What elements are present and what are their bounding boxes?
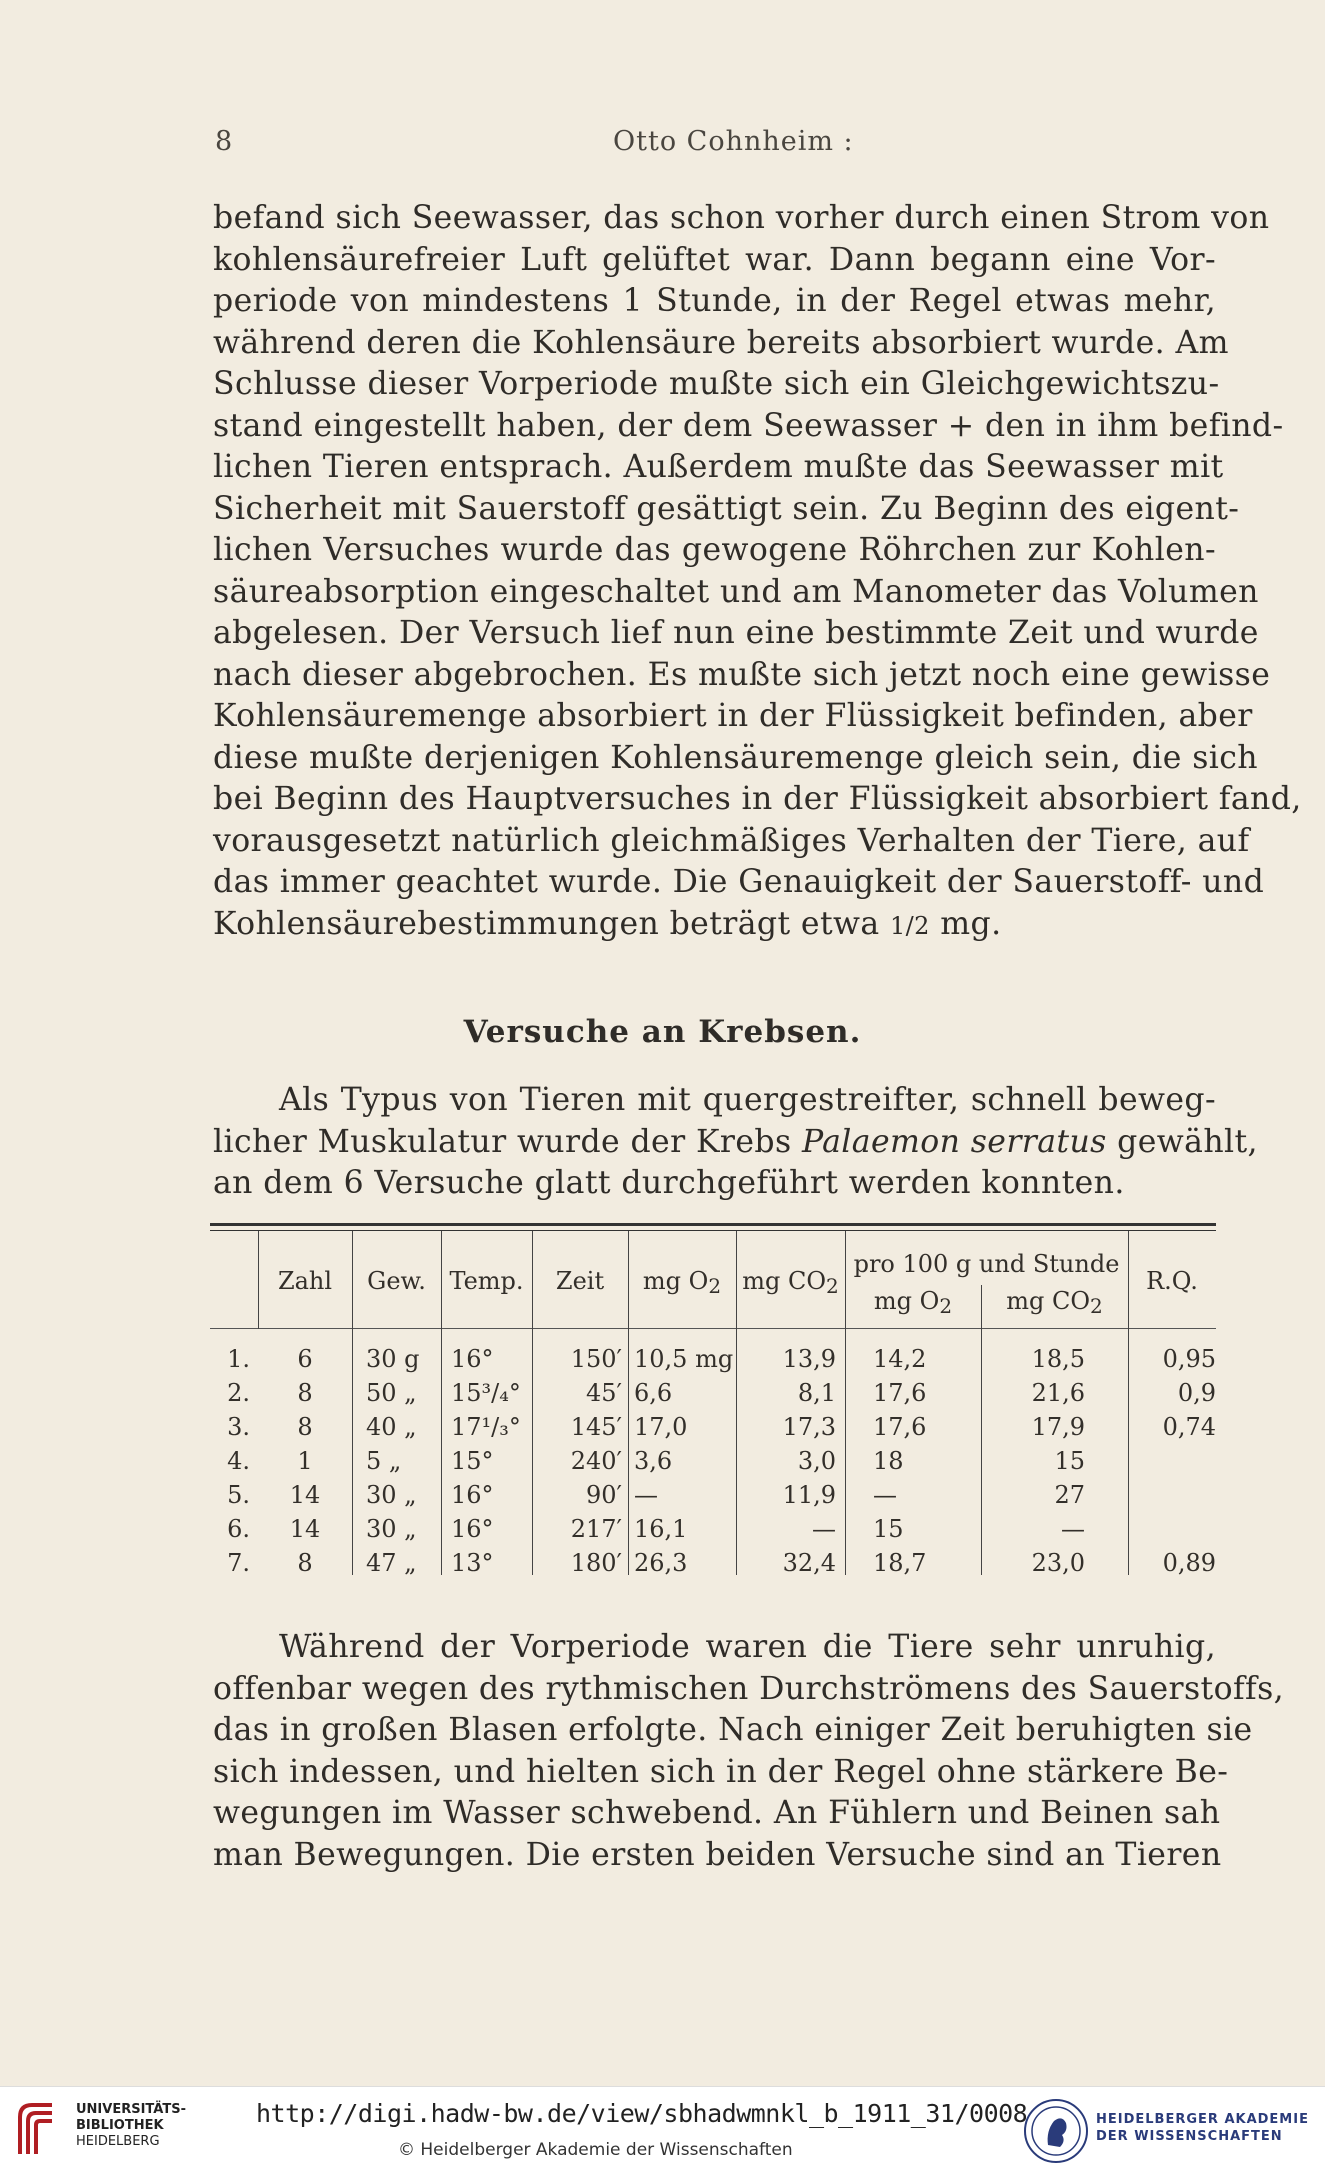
subscript: 2	[939, 1294, 953, 1318]
header-mg-o2	[628, 1267, 736, 1298]
text-line: Schlusse dieser Vorperiode mußte sich ein Gleichgewichtszu-	[213, 366, 1220, 402]
table-cell-temp: 15³/₄°	[451, 1379, 521, 1407]
text-run: licher Muskulatur wurde der Krebs	[213, 1123, 792, 1160]
table-cell-rq: 0,95	[1162, 1345, 1216, 1373]
table-cell-zahl: 8	[297, 1379, 313, 1407]
paragraph-3	[213, 1627, 1285, 1876]
column-divider	[441, 1329, 442, 1575]
subscript: 2	[826, 1274, 839, 1298]
academy-name	[1096, 2111, 1309, 2145]
library-name	[76, 2102, 186, 2150]
header-group: pro 100 g und Stunde	[853, 1250, 1120, 1278]
table-cell-po2: 17,6	[873, 1379, 927, 1407]
header-zahl: Zahl	[277, 1267, 333, 1295]
table-cell-zeit: 217′	[570, 1515, 622, 1543]
text-line: das in großen Blasen erfolgte. Nach einiger Zeit beruhigten sie	[213, 1712, 1253, 1748]
header-gew: Gew.	[367, 1267, 426, 1295]
library-line: UNIVERSITÄTS-	[76, 2102, 186, 2117]
header-mg-o2-text: mg O	[642, 1267, 709, 1295]
table-cell-po2: 14,2	[873, 1345, 927, 1373]
fraction-half: 1/2	[890, 911, 930, 940]
paragraph-2	[213, 1080, 1258, 1205]
table-cell-nr: 1.	[227, 1345, 250, 1373]
text-line: lichen Tieren entsprach. Außerdem mußte das Seewasser mit	[213, 449, 1224, 485]
text-line: bei Beginn des Hauptversuches in der Flüssigkeit absorbiert fand,	[213, 781, 1302, 817]
column-divider	[352, 1329, 353, 1575]
table-cell-temp: 17¹/₃°	[451, 1413, 521, 1441]
table-cell-po2: 17,6	[873, 1413, 927, 1441]
table-cell-po2: —	[873, 1481, 897, 1509]
table-cell-gew: 50 „	[366, 1379, 417, 1407]
table-cell-gew: 30 g	[366, 1345, 420, 1373]
source-url-link[interactable]: http://digi.hadw-bw.de/view/sbhadwmnkl_b_1911_31/0008	[256, 2099, 1028, 2128]
table-cell-co2: 8,1	[797, 1379, 836, 1407]
text-line: Als Typus von Tieren mit quergestreifter, schnell beweg-	[279, 1082, 1216, 1118]
table-cell-co2: —	[812, 1515, 836, 1543]
table-cell-co2: 11,9	[782, 1481, 836, 1509]
table-cell-gew: 40 „	[366, 1413, 417, 1441]
academy-line: DER WISSENSCHAFTEN	[1096, 2129, 1283, 2144]
text-line: man Bewegungen. Die ersten beiden Versuche sind an Tieren	[213, 1836, 1222, 1873]
table-cell-pco2: 18,5	[1031, 1345, 1085, 1373]
text-line: wegungen im Wasser schwebend. An Fühlern und Beinen sah	[213, 1795, 1221, 1831]
section-heading: Versuche an Krebsen.	[463, 1014, 862, 1050]
table-cell-zahl: 14	[289, 1481, 321, 1509]
text-line: das immer geachtet wurde. Die Genauigkeit der Sauerstoff- und	[213, 864, 1265, 900]
running-title: Otto Cohnheim :	[613, 126, 854, 157]
table-cell-zeit: 145′	[570, 1413, 622, 1441]
academy-line: HEIDELBERGER AKADEMIE	[1096, 2112, 1309, 2127]
table-cell-zeit: 45′	[586, 1379, 622, 1407]
table-cell-pco2: 23,0	[1031, 1549, 1085, 1577]
table-cell-nr: 5.	[227, 1481, 250, 1509]
table-cell-temp: 16°	[451, 1515, 494, 1543]
academy-seal-icon	[1024, 2099, 1088, 2163]
text-line: periode von mindestens 1 Stunde, in der Regel etwas mehr,	[213, 283, 1216, 319]
text-line: lichen Versuches wurde das gewogene Röhrchen zur Kohlen-	[213, 532, 1216, 568]
table-cell-zeit: 150′	[570, 1345, 622, 1373]
text-line: abgelesen. Der Versuch lief nun eine bestimmte Zeit und wurde	[213, 615, 1259, 651]
table-cell-co2: 13,9	[782, 1345, 836, 1373]
table-top-rule-thin	[210, 1230, 1216, 1231]
text-line: während deren die Kohlensäure bereits absorbiert wurde. Am	[213, 324, 1229, 361]
table-cell-co2: 3,0	[797, 1447, 836, 1475]
text-line: säureabsorption eingeschaltet und am Manometer das Volumen	[213, 573, 1259, 610]
table-cell-nr: 7.	[227, 1549, 250, 1577]
table-cell-nr: 2.	[227, 1379, 250, 1407]
library-line: BIBLIOTHEK	[76, 2118, 164, 2133]
column-divider	[845, 1329, 846, 1575]
table-cell-gew: 30 „	[366, 1481, 417, 1509]
text-line	[213, 1122, 1258, 1164]
text-line: befand sich Seewasser, das schon vorher durch einen Strom von	[213, 200, 1270, 236]
table-cell-po2: 18,7	[873, 1549, 927, 1577]
table-cell-co2: 32,4	[782, 1549, 836, 1577]
table-cell-temp: 15°	[451, 1447, 494, 1475]
table-cell-gew: 47 „	[366, 1549, 417, 1577]
table-cell-zeit: 90′	[586, 1481, 622, 1509]
text-run: gewählt,	[1117, 1123, 1258, 1160]
table-cell-zahl: 8	[297, 1413, 313, 1441]
text-line: nach dieser abgebrochen. Es mußte sich jetzt noch eine gewisse	[213, 656, 1271, 693]
footer-bar	[0, 2086, 1325, 2172]
table-cell-temp: 16°	[451, 1345, 494, 1373]
table-cell-nr: 4.	[227, 1447, 250, 1475]
paragraph-1	[213, 198, 1302, 945]
text-line: Sicherheit mit Sauerstoff gesättigt sein. Zu Beginn des eigent-	[213, 490, 1240, 527]
header-rq: R.Q.	[1146, 1267, 1198, 1295]
header-sub-o2	[845, 1287, 981, 1318]
column-divider	[628, 1329, 629, 1575]
subscript: 2	[708, 1274, 722, 1298]
subscript: 2	[1090, 1294, 1103, 1318]
header-mg-co2-text: mg CO	[742, 1267, 827, 1295]
table-cell-rq: 0,74	[1162, 1413, 1216, 1441]
header-zeit: Zeit	[555, 1267, 605, 1295]
header-sub-o2-text: mg O	[873, 1287, 940, 1315]
header-mg-co2	[736, 1267, 845, 1298]
table-cell-zahl: 1	[297, 1447, 313, 1475]
text-line-last	[213, 904, 1216, 946]
table-cell-temp: 16°	[451, 1481, 494, 1509]
unit-mg: mg.	[940, 905, 1002, 942]
text-line: an dem 6 Versuche glatt durchgeführt werden konnten.	[213, 1165, 1125, 1201]
table-cell-rq: 0,89	[1162, 1549, 1216, 1577]
table-cell-pco2: 21,6	[1031, 1379, 1085, 1407]
table-header-rule	[210, 1328, 1216, 1329]
table-cell-o2: 17,0	[634, 1413, 688, 1441]
running-header	[215, 126, 1215, 166]
text-line: sich indessen, und hielten sich in der Regel ohne stärkere Be-	[213, 1753, 1229, 1790]
text-line: stand eingestellt haben, der dem Seewasser + den in ihm befind-	[213, 407, 1284, 444]
copyright-text: © Heidelberger Akademie der Wissenschaften	[398, 2140, 793, 2160]
table-cell-o2: —	[634, 1481, 658, 1509]
table-cell-temp: 13°	[451, 1549, 494, 1577]
header-temp: Temp.	[449, 1267, 524, 1295]
text-line: diese mußte derjenigen Kohlensäuremenge gleich sein, die sich	[213, 739, 1258, 776]
table-cell-pco2: 15	[1054, 1447, 1085, 1475]
table-cell-zahl: 8	[297, 1549, 313, 1577]
table-cell-rq: 0,9	[1177, 1379, 1216, 1407]
table-cell-zahl: 14	[289, 1515, 321, 1543]
table-cell-zahl: 6	[297, 1345, 313, 1373]
table-cell-gew: 5 „	[366, 1447, 402, 1475]
table-cell-zeit: 180′	[570, 1549, 622, 1577]
table-cell-pco2: 27	[1054, 1481, 1085, 1509]
university-library-logo	[12, 2099, 62, 2159]
table-cell-o2: 26,3	[634, 1549, 688, 1577]
table-cell-o2: 10,5 mg	[634, 1345, 734, 1373]
text-line: vorausgesetzt natürlich gleichmäßiges Verhalten der Tiere, auf	[213, 822, 1250, 859]
library-line: HEIDELBERG	[76, 2134, 160, 2149]
text-line: Kohlensäuremenge absorbiert in der Flüssigkeit befinden, aber	[213, 698, 1253, 734]
text-line: offenbar wegen des rythmischen Durchströmens des Sauerstoffs,	[213, 1670, 1285, 1707]
header-sub-co2	[981, 1287, 1128, 1318]
table-cell-po2: 18	[873, 1447, 904, 1475]
table-cell-co2: 17,3	[782, 1413, 836, 1441]
table-cell-pco2: 17,9	[1031, 1413, 1085, 1441]
text-line: Während der Vorperiode waren die Tiere sehr unruhig,	[279, 1629, 1216, 1665]
table-cell-pco2: —	[1061, 1515, 1085, 1543]
table-cell-gew: 30 „	[366, 1515, 417, 1543]
table-cell-zeit: 240′	[570, 1447, 622, 1475]
table-top-rule	[210, 1223, 1216, 1226]
table-cell-po2: 15	[873, 1515, 904, 1543]
page-number: 8	[215, 126, 233, 157]
last-line-text: Kohlensäurebestimmungen beträgt etwa	[213, 905, 880, 942]
table-cell-o2: 3,6	[634, 1447, 673, 1475]
text-line: kohlensäurefreier Luft gelüftet war. Dann begann eine Vor-	[213, 241, 1216, 278]
header-sub-co2-text: mg CO	[1006, 1287, 1091, 1315]
species-name: Palaemon serratus	[801, 1123, 1107, 1160]
table-cell-o2: 6,6	[634, 1379, 673, 1407]
table-cell-nr: 6.	[227, 1515, 250, 1543]
table-cell-nr: 3.	[227, 1413, 250, 1441]
table-cell-o2: 16,1	[634, 1515, 688, 1543]
